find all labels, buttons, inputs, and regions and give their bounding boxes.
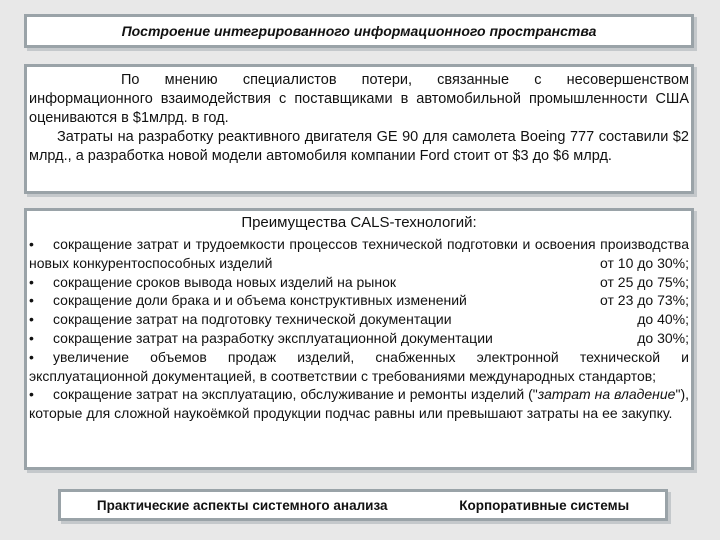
bullet-icon: • [29,311,34,328]
item-value: до 40%; [637,311,689,328]
list-item [29,385,689,423]
intro-paragraph-1: По мнению специалистов потери, связанные с несовершенством информационного взаимодействия с поставщиками в автомобильной промышленности США оцениваются в $1млрд. в год. [29,72,689,126]
item-value: от 25 до 75%; [600,273,689,290]
bullet-icon: • [29,273,34,290]
bullet-icon: • [29,348,34,365]
title-box [24,14,694,48]
item-text: увеличение объемов продаж изделий, снабженных электронной технической и эксплуатационной документацией, в соответствии с требованиями международных стандартов; [29,348,689,384]
footer-left-label: Практические аспекты системного анализа [96,497,388,513]
footer-box [58,489,668,521]
cals-heading: Преимущества CALS-технологий: [241,214,477,231]
item-text-before: сокращение затрат на эксплуатацию, обслуживание и ремонты изделий (" [53,386,538,403]
list-item [29,273,689,292]
bullet-icon: • [29,329,34,346]
item-text: сокращение сроков вывода новых изделий на рынок [53,273,397,290]
item-text-emphasis: затрат на владение [537,386,676,403]
cals-advantages-box [24,208,694,470]
item-text: сокращение затрат на подготовку технической документации [53,311,452,328]
item-text-after: "), которые для сложной наукоёмкой продукции подчас равны или превышают затраты на ее закупку. [29,386,689,422]
item-value: до 30%; [637,329,689,346]
bullet-icon: • [29,236,34,252]
page-title: Построение интегрированного информационного пространства [121,23,597,39]
item-text: сокращение затрат на разработку эксплуатационной документации [53,329,493,346]
list-item [29,348,689,386]
footer-right-label: Корпоративные системы [459,497,630,513]
list-item [29,235,689,273]
item-text: сокращение доли брака и и объема конструктивных изменений [53,292,467,309]
bullet-icon: • [29,386,34,403]
list-item [29,329,689,348]
intro-box [24,64,694,194]
list-item [29,310,689,329]
item-value: от 23 до 73%; [600,292,689,309]
bullet-icon: • [29,292,34,309]
item-value: от 10 до 30%; [600,254,689,271]
list-item [29,291,689,310]
intro-paragraph-2: Затраты на разработку реактивного двигателя GE 90 для самолета Boeing 777 составили $2 млрд., а разработка новой модели автомобиля компании Ford стоит от $3 до $6 млрд. [29,129,689,164]
item-text: сокращение затрат и трудоемкости процессов технической подготовки и освоения производства новых конкурентоспособных изделий [29,236,689,271]
